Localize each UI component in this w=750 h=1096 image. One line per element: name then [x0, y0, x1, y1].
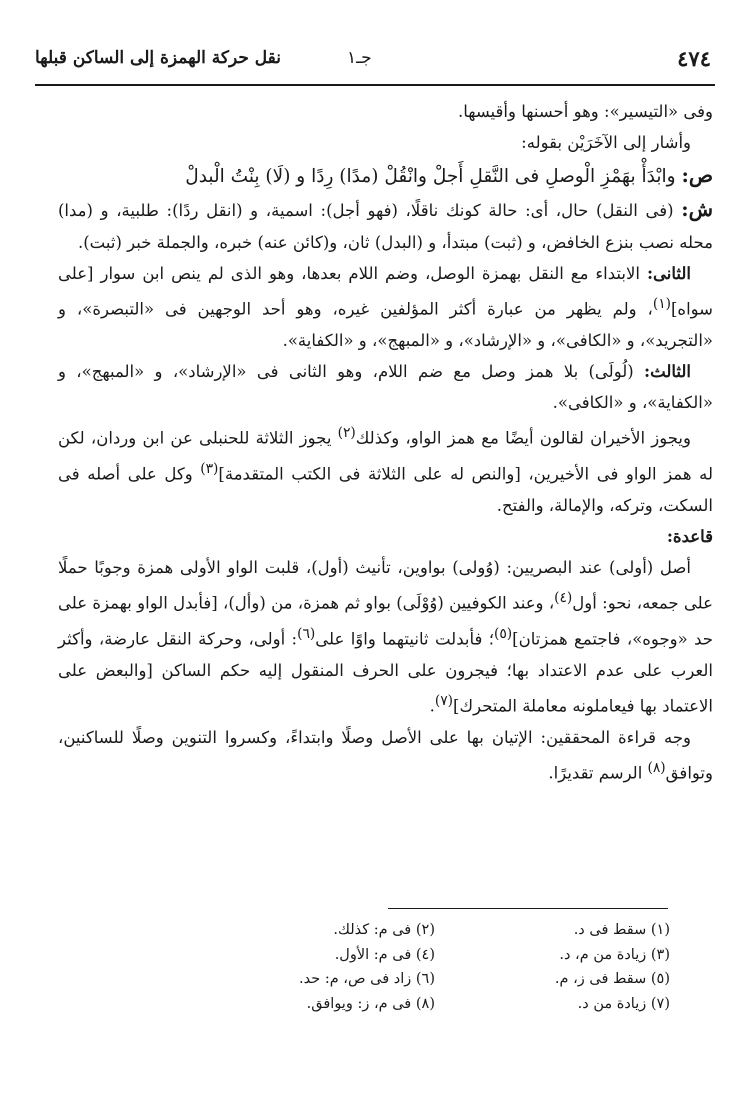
- footnote-4: (٤) فى م: الأول.: [334, 946, 435, 963]
- footnote-row: [200, 992, 670, 1017]
- thalith-label: الثالث:: [644, 361, 691, 381]
- asl-text-c: ؛ فأبدلت ثانيتهما واوًا على: [315, 629, 494, 649]
- asl-text-a: أصل (أولى) عند البصريين: (وُولى) بواوين، تأنيث (أول)، قلبت الواو الأولى همزة وجوبًا حملًا على جمعه، نحو: أول: [58, 558, 713, 613]
- footnote-ref-8: (٨): [647, 759, 666, 776]
- footnote-ref-3: (٣): [200, 461, 219, 478]
- yajuz-text-c: وكل على أصله فى السكت، وتركه، والإمالة، والفتح.: [58, 464, 713, 515]
- footnote-ref-1: (١): [652, 296, 671, 313]
- paragraph-asl: [58, 552, 713, 722]
- paragraph-yajuz: [58, 418, 713, 521]
- running-title: نقل حركة الهمزة إلى الساكن قبلها: [35, 48, 282, 68]
- footnote-row: [200, 918, 670, 943]
- thalith-text: (لُولَى) بلا همز وصل مع ضم اللام، وهو الثانى فى «الإرشاد»، و «المبهج»، و «الكفاية»، و «الكافى».: [58, 361, 713, 413]
- thani-text: الابتداء مع النقل بهمزة الوصل، وضم اللام بعدها، وهو الذى لم ينص ابن سوار [على سواه]: [58, 263, 713, 319]
- footnote-5: (٥) سقط فى ز، م.: [554, 971, 670, 987]
- asl-text-e: .: [429, 696, 435, 716]
- page-number: ٤٧٤: [677, 46, 711, 71]
- footnote-3: (٣) زيادة من م، د.: [559, 946, 670, 963]
- footnote-1: (١) سقط فى د.: [573, 922, 670, 938]
- sharh-sigil: ش:: [681, 197, 713, 222]
- volume-label: جـ١: [347, 48, 372, 68]
- footnote-2: (٢) فى م: كذلك.: [333, 922, 435, 938]
- footnote-ref-6: (٦): [297, 626, 316, 643]
- footnote-ref-2: (٢): [337, 425, 356, 442]
- sharh-text: (فى النقل) حال، أى: حالة كونك ناقلًا، (فهو أجل): اسمية، و (انقل ردًا): طلبية، و (مدا) محله نصب بنزع الخافض، و (ثبت) مبتدأ، و (البدل) ثان، و(كائن عنه) خبره، والجملة خبر (ثبت).: [58, 201, 713, 252]
- paragraph-thalith: [58, 356, 713, 418]
- verse-sigil: ص:: [681, 163, 713, 188]
- qaida-heading: قاعدة:: [666, 526, 713, 546]
- page-body: [58, 96, 713, 789]
- yajuz-text-a: ويجوز الأخيران لقالون أيضًا مع همز الواو، وكذلك: [355, 428, 691, 448]
- asl-text-d: : أولى، وحركة النقل عارضة، وأكثر العرب على عدم الاعتداد بها؛ فيجرون على الحرف المنقول إليه حكم الساكن [والبعض على الاعتماد بها فيعاملونه معاملة المتحرك]: [58, 629, 714, 716]
- footnote-separator: [388, 908, 668, 909]
- yajuz-text-b: يجوز الثلاثة للحنبلى عن ابن وردان، لكن له همز الواو فى الأخيرين، [والنص له على الثلاثة فى الكتب المتقدمة]: [58, 428, 713, 484]
- paragraph-wajh: [58, 722, 713, 789]
- sharh-paragraph: [58, 194, 713, 257]
- footnote-8: (٨) فى م، ز: ويوافق.: [306, 995, 435, 1012]
- footnote-row: [200, 943, 670, 968]
- footnote-7: (٧) زيادة من د.: [577, 995, 670, 1012]
- footnote-ref-7: (٧): [434, 692, 454, 709]
- footnote-ref-4: (٤): [554, 590, 573, 607]
- wajh-text-a: وجه قراءة المحققين: الإتيان بها على الأصل وصلًا وابتداءً، وكسروا التنوين وصلًا للساكنين، وتوافق: [58, 727, 713, 783]
- paragraph-ishara: وأشار إلى الآخَرَيْن بقوله:: [521, 133, 691, 153]
- page-header: [35, 44, 715, 86]
- asl-text-b: ، وعند الكوفيين (وُوْلَى) بواو ثم همزة، من (وأل)، [فأبدل الواو بهمزة على حد «وجوه»، فاجتمع همزتان]: [58, 593, 713, 649]
- paragraph-taysir: وفى «التيسير»: وهو أحسنها وأقيسها.: [457, 102, 713, 121]
- thani-label: الثانى:: [646, 263, 691, 283]
- footnote-6: (٦) زاد فى ص، م: حد.: [299, 971, 435, 987]
- thani-text-2: ، ولم يظهر من عبارة أكثر المؤلفين غيره، وهو أحد الوجهين فى «التبصرة»، و «التجريد»، و «الكافى»، و «الإرشاد»، و «المبهج»، و «الكفاية».: [58, 299, 713, 350]
- wajh-text-b: الرسم تقديرًا.: [548, 763, 648, 783]
- footnote-row: [200, 967, 670, 992]
- footnotes: [200, 918, 670, 1016]
- verse-text: وابْدَأْ بهَمْزِ الْوصلِ فى النَّقلِ أَجلْ وانْقُلْ (مدًا) رِدًا و (لَا) بِنْتُ الْبدلْ: [185, 166, 676, 188]
- footnote-ref-5: (٥): [494, 626, 513, 643]
- paragraph-thani: [58, 258, 713, 356]
- verse-line: [58, 158, 713, 194]
